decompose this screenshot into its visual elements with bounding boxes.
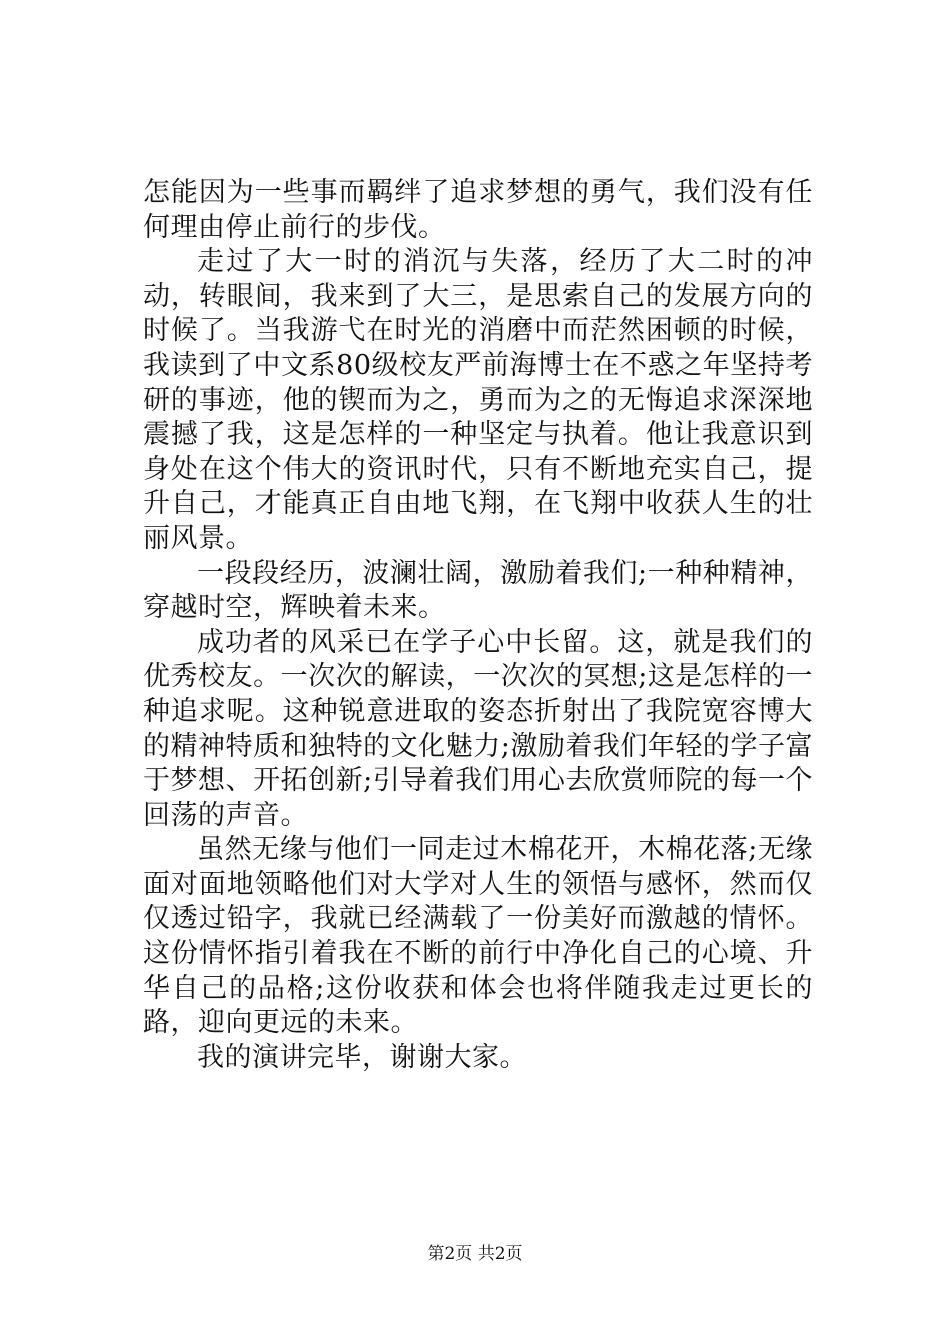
paragraph-continuation: 怎能因为一些事而羁绊了追求梦想的勇气，我们没有任何理由停止前行的步伐。 [143, 177, 813, 243]
paragraph-junior-year: 走过了大一时的消沉与失落，经历了大二时的冲动，转眼间，我来到了大三，是思索自己的发展方向的时候了。当我游弋在时光的消磨中而茫然困顿的时候，我读到了中文系80级校友严前海博士在不惑之年坚持考研的事迹，他的锲而为之，勇而为之的无悔追求深深地震撼了我，这是怎样的一种坚定与执着。他让我意识到身处在这个伟大的资讯时代，只有不断地充实自己，提升自己，才能真正自由地飞翔，在飞翔中收获人生的壮丽风景。 [143, 246, 813, 554]
speech-body [143, 176, 813, 1075]
paragraph-kapok: 虽然无缘与他们一同走过木棉花开，木棉花落;无缘面对面地领略他们对大学对人生的领悟与感怀，然而仅仅透过铅字，我就已经满载了一份美好而激越的情怀。这份情怀指引着我在不断的前行中净化自己的心境、升华自己的品格;这份收获和体会也将伴随我走过更长的路，迎向更远的未来。 [143, 834, 813, 1039]
paragraph-closing: 我的演讲完毕，谢谢大家。 [197, 1041, 527, 1073]
paragraph-experiences: 一段段经历，波澜壮阔，激励着我们;一种种精神，穿越时空，辉映着未来。 [143, 557, 813, 624]
paragraph-alumni: 成功者的风采已在学子心中长留。这，就是我们的优秀校友。一次次的解读，一次次的冥想;这是怎样的一种追求呢。这种锐意进取的姿态折射出了我院宽容博大的精神特质和独特的文化魅力;激励着我们年轻的学子富于梦想、开拓创新;引导着我们用心去欣赏师院的每一个回荡的声音。 [143, 626, 813, 831]
page-number-footer: 第2页 共2页 [427, 1244, 523, 1264]
